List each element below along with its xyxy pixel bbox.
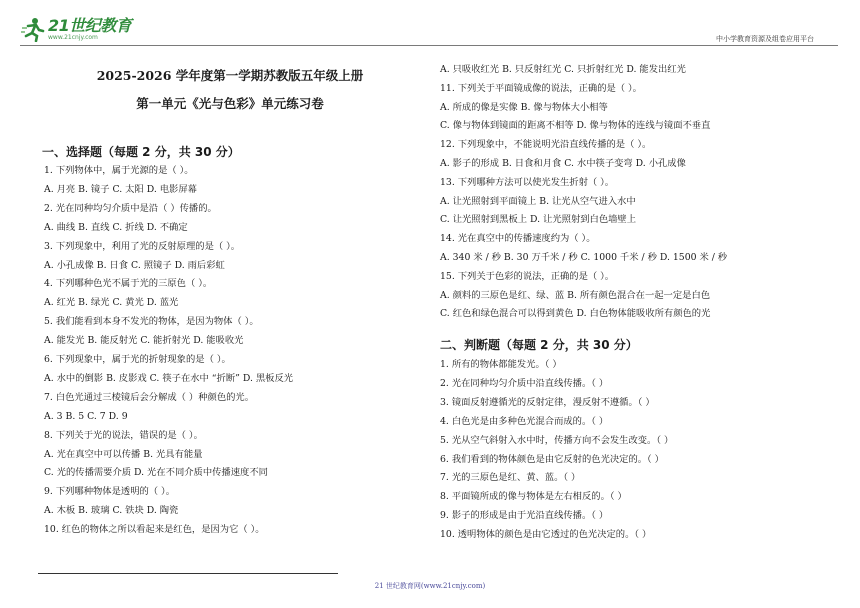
question-line: A. 月亮 B. 镜子 C. 太阳 D. 电影屏幕	[44, 183, 197, 195]
section-multiple-choice-heading: 一、选择题（每题 2 分，共 30 分）	[42, 145, 240, 159]
runner-logo-icon	[20, 16, 46, 42]
question-line: A. 影子的形成 B. 日食和月食 C. 水中筷子变弯 D. 小孔成像	[440, 158, 686, 169]
question-line: A. 颜料的三原色是红、绿、蓝 B. 所有颜色混合在一起一定是白色	[440, 289, 711, 301]
question-line: C. 红色和绿色混合可以得到黄色 D. 白色物体能吸收所有颜色的光	[440, 308, 711, 320]
logo-title: 21世纪教育	[48, 15, 132, 35]
question-line: 2. 光在同种均匀介质中沿直线传播。（ ）	[440, 377, 609, 389]
question-line: 1. 下列物体中，属于光源的是（ ）。	[44, 165, 194, 176]
question-line: A. 曲线 B. 直线 C. 折线 D. 不确定	[44, 221, 188, 233]
exam-title: 2025-2026 学年度第一学期苏教版五年级上册	[96, 68, 364, 83]
question-line: 15. 下列关于色彩的说法，正确的是（ ）。	[440, 270, 615, 282]
question-line: 5. 我们能看到本身不发光的物体，是因为物体（ ）。	[44, 316, 259, 328]
question-line: A. 水中的倒影 B. 皮影戏 C. 筷子在水中 “折断” D. 黑板反光	[44, 372, 294, 384]
question-line: 4. 白色光是由多种色光混合而成的。（ ）	[440, 415, 609, 427]
section-true-false-heading: 二、判断题（每题 2 分，共 30 分）	[440, 338, 638, 352]
question-line: 4. 下列哪种色光不属于光的三原色（ ）。	[44, 278, 213, 290]
question-line: A. 所成的像是实像 B. 像与物体大小相等	[440, 101, 608, 113]
logo	[20, 14, 131, 44]
question-line: 6. 我们看到的物体颜色是由它反射的色光决定的。（ ）	[440, 453, 664, 465]
page-header	[20, 14, 840, 46]
question-line: 5. 光从空气斜射入水中时，传播方向不会发生改变。（ ）	[440, 434, 674, 446]
question-line: A. 3 B. 5 C. 7 D. 9	[44, 410, 128, 422]
footer-divider	[38, 573, 338, 574]
question-line: 7. 白色光通过三棱镜后会分解成（ ）种颜色的光。	[44, 391, 255, 403]
question-line: 3. 镜面反射遵循光的反射定律，漫反射不遵循。（ ）	[440, 396, 655, 408]
question-line: A. 能发光 B. 能反射光 C. 能折射光 D. 能吸收光	[44, 335, 244, 347]
question-line: 9. 影子的形成是由于光沿直线传播。（ ）	[440, 510, 609, 522]
question-line: A. 光在真空中可以传播 B. 光具有能量	[44, 448, 203, 460]
question-line: 1. 所有的物体都能发光。（ ）	[440, 359, 562, 370]
question-line: C. 让光照射到黑板上 D. 让光照射到白色墙壁上	[440, 214, 637, 226]
question-line: 11. 下列关于平面镜成像的说法，正确的是（ ）。	[440, 82, 642, 94]
question-line: 6. 下列现象中，属于光的折射现象的是（ ）。	[44, 354, 231, 365]
question-line: A. 只吸收红光 B. 只反射红光 C. 只折射红光 D. 能发出红光	[440, 64, 686, 75]
platform-name: 中小学教育资源及组卷应用平台	[716, 35, 814, 43]
question-line: 9. 下列哪种物体是透明的（ ）。	[44, 486, 175, 498]
question-line: 2. 光在同种均匀介质中是沿（ ）传播的。	[44, 202, 217, 214]
question-line: 8. 下列关于光的说法，错误的是（ ）。	[44, 429, 203, 441]
question-line: 10. 红色的物体之所以看起来是红色，是因为它（ ）。	[44, 524, 265, 536]
question-line: A. 红光 B. 绿光 C. 黄光 D. 蓝光	[44, 297, 179, 309]
question-line: A. 木板 B. 玻璃 C. 铁块 D. 陶瓷	[44, 505, 179, 517]
footer-source: 21 世纪教育网(www.21cnjy.com)	[374, 582, 486, 590]
question-line: 14. 光在真空中的传播速度约为（ ）。	[440, 233, 596, 245]
exam-subtitle: 第一单元《光与色彩》单元练习卷	[136, 96, 324, 111]
logo-url: www.21cnjy.com	[48, 33, 98, 41]
question-line: A. 小孔成像 B. 日食 C. 照镜子 D. 雨后彩虹	[44, 259, 225, 271]
question-line: 7. 光的三原色是红、黄、蓝。（ ）	[440, 472, 581, 484]
question-line: 12. 下列现象中，不能说明光沿直线传播的是（ ）。	[440, 139, 652, 151]
header-divider	[20, 45, 838, 46]
question-line: C. 光的传播需要介质 D. 光在不同介质中传播速度不同	[44, 467, 268, 479]
question-line: 8. 平面镜所成的像与物体是左右相反的。（ ）	[440, 491, 627, 503]
question-line: C. 像与物体到镜面的距离不相等 D. 像与物体的连线与镜面不垂直	[440, 120, 711, 132]
question-line: A. 340 米 / 秒 B. 30 万千米 / 秒 C. 1000 千米 / 秒 D. 1500 米 / 秒	[440, 252, 728, 263]
question-line: A. 让光照射到平面镜上 B. 让光从空气进入水中	[440, 195, 636, 207]
question-line: 3. 下列现象中，利用了光的反射原理的是（ ）。	[44, 240, 241, 252]
question-line: 10. 透明物体的颜色是由它透过的色光决定的。（ ）	[440, 529, 652, 541]
question-line: 13. 下列哪种方法可以使光发生折射（ ）。	[440, 176, 615, 188]
